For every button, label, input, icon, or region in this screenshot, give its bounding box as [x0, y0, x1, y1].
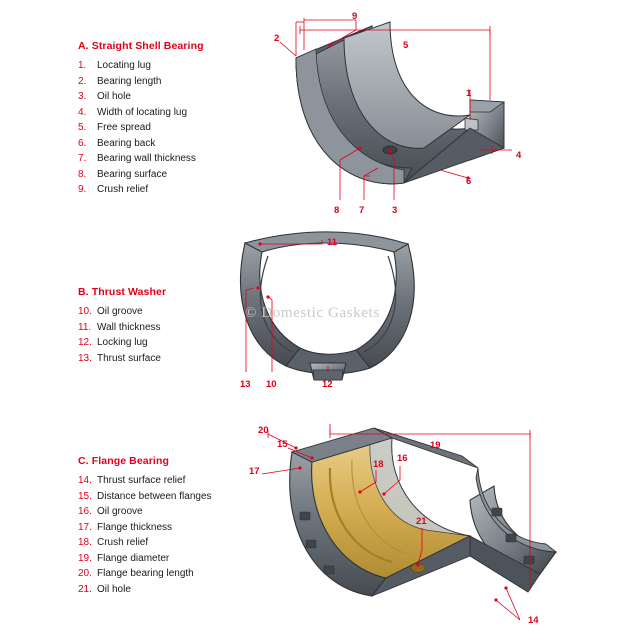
- legend-item-label: Width of locating lug: [97, 106, 188, 118]
- legend-item: [78, 74, 204, 90]
- legend-item-number: 3.: [78, 91, 87, 102]
- legend-item-label: Oil groove: [97, 306, 143, 317]
- legend-item-number: 17.: [78, 521, 92, 533]
- legend-item-label: Locating lug: [97, 60, 151, 71]
- callout-9: 9: [352, 11, 358, 22]
- legend-item: [78, 520, 212, 536]
- callout-11: 11: [327, 237, 338, 248]
- legend-item-label: Flange thickness: [97, 521, 173, 533]
- legend-item-label: Flange bearing length: [97, 568, 194, 579]
- legend-item-label: Bearing wall thickness: [97, 153, 196, 164]
- callout-14: 14: [528, 615, 539, 626]
- legend-item-label: Oil hole: [97, 91, 131, 102]
- legend-item-number: 10.: [78, 306, 92, 317]
- callout-16: 16: [397, 453, 408, 464]
- legend-item: [78, 151, 204, 167]
- legend-item-number: 2.: [78, 75, 87, 87]
- legend-thrust-washer: [78, 286, 166, 366]
- legend-item: [78, 136, 204, 152]
- callout-1: 1: [466, 88, 472, 99]
- legend-item-number: 6.: [78, 137, 87, 149]
- legend-item-number: 16.: [78, 506, 92, 517]
- legend-item-number: 9.: [78, 184, 87, 195]
- legend-straight-shell-bearing: [78, 40, 204, 198]
- legend-item-number: 14.: [78, 475, 92, 486]
- legend-item-number: 13.: [78, 352, 92, 364]
- callout-17: 17: [249, 466, 260, 477]
- callout-15: 15: [277, 439, 288, 450]
- legend-title-b: B. Thrust Washer: [78, 286, 167, 298]
- callout-13: 13: [240, 379, 251, 390]
- flange-bearing-drawing: [262, 424, 556, 620]
- callout-6: 6: [466, 176, 472, 187]
- legend-item: [78, 489, 212, 505]
- legend-item: [78, 58, 204, 74]
- legend-item: [78, 182, 204, 198]
- legend-item: [78, 504, 212, 520]
- legend-item: [78, 89, 204, 105]
- legend-item: [78, 335, 166, 351]
- legend-item: [78, 566, 212, 582]
- legend-item-label: Free spread: [97, 122, 151, 133]
- legend-item: [78, 167, 204, 183]
- legend-item-label: Bearing surface: [97, 168, 168, 180]
- legend-item-label: Bearing length: [97, 75, 162, 87]
- callout-21: 21: [416, 516, 427, 527]
- legend-item-number: 12.: [78, 337, 92, 348]
- legend-item-label: Oil groove: [97, 506, 143, 517]
- legend-item: [78, 105, 204, 121]
- watermark: © Domestic Gaskets: [245, 305, 380, 321]
- legend-title-a: A. Straight Shell Bearing: [78, 40, 204, 52]
- legend-item: [78, 535, 212, 551]
- callout-3: 3: [392, 205, 398, 216]
- straight-shell-bearing-drawing: [280, 18, 512, 200]
- legend-item-number: 15.: [78, 490, 92, 502]
- legend-item: [78, 120, 204, 136]
- legend-item-number: 19.: [78, 552, 92, 564]
- legend-item: [78, 351, 166, 367]
- legend-item-number: 18.: [78, 537, 92, 548]
- legend-item-label: Locking lug: [97, 337, 148, 348]
- legend-item-label: Flange diameter: [97, 552, 170, 564]
- callout-8: 8: [334, 205, 340, 216]
- callout-20: 20: [258, 425, 269, 436]
- legend-item-label: Thrust surface relief: [97, 475, 186, 486]
- callout-2: 2: [274, 33, 280, 44]
- callout-18: 18: [373, 459, 384, 470]
- callout-19: 19: [430, 440, 441, 451]
- legend-item-number: 1.: [78, 60, 87, 71]
- callout-12: 12: [322, 379, 333, 390]
- legend-flange-bearing: [78, 455, 212, 597]
- callout-5: 5: [403, 40, 409, 51]
- legend-item-number: 11.: [78, 321, 92, 333]
- callout-4: 4: [516, 150, 522, 161]
- legend-item-number: 7.: [78, 153, 87, 164]
- legend-item-label: Wall thickness: [97, 321, 161, 333]
- legend-item-label: Thrust surface: [97, 352, 161, 364]
- legend-item-label: Crush relief: [97, 537, 149, 548]
- legend-item: [78, 551, 212, 567]
- legend-item-number: 21.: [78, 583, 92, 595]
- legend-title-c: C. Flange Bearing: [78, 455, 169, 467]
- legend-item: [78, 582, 212, 598]
- legend-item-label: Distance between flanges: [97, 490, 212, 502]
- legend-item-label: Oil hole: [97, 583, 131, 595]
- legend-item-number: 8.: [78, 168, 87, 180]
- legend-item-number: 4.: [78, 106, 87, 118]
- legend-item: [78, 473, 212, 489]
- legend-item-number: 20.: [78, 568, 92, 579]
- legend-item: [78, 320, 166, 336]
- legend-item-number: 5.: [78, 122, 87, 133]
- legend-item: [78, 304, 166, 320]
- callout-10: 10: [266, 379, 277, 390]
- legend-item-label: Crush relief: [97, 184, 149, 195]
- legend-item-label: Bearing back: [97, 137, 156, 149]
- callout-7: 7: [359, 205, 365, 216]
